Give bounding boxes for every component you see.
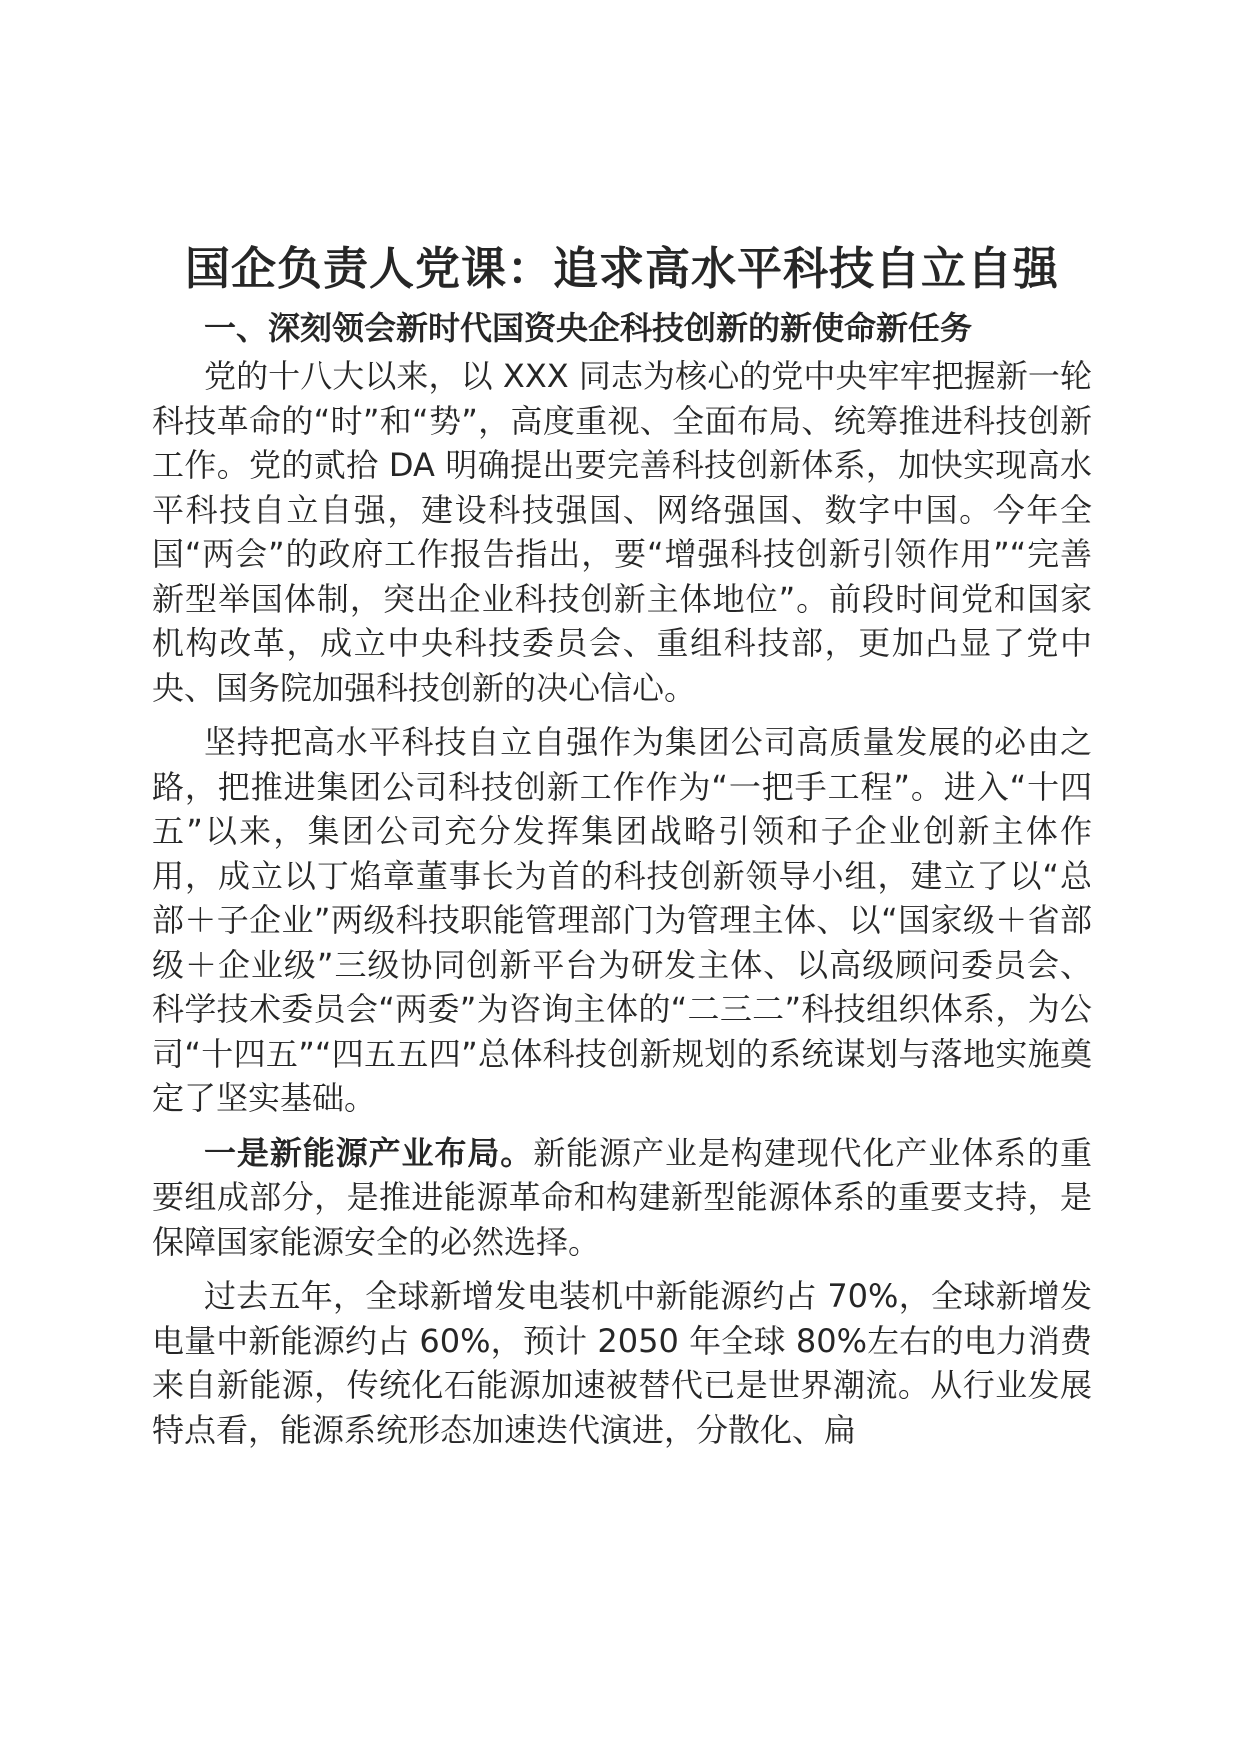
document-page bbox=[152, 240, 1092, 1462]
paragraph-text: 过去五年，全球新增发电装机中新能源约占 70%，全球新增发电量中新能源约占 60%，预计 2050 年全球 80%左右的电力消费来自新能源，传统化石能源加速被替代已是世界潮流。从行业发展特点看，能源系统形态加速迭代演进，分散化、扁 bbox=[152, 1277, 1092, 1449]
document-title: 国企负责人党课：追求高水平科技自立自强 bbox=[184, 242, 1059, 295]
section-heading: 一、深刻领会新时代国资央企科技创新的新使命新任务 bbox=[204, 309, 973, 347]
paragraph-1 bbox=[152, 354, 1092, 710]
paragraph-text: 坚持把高水平科技自立自强作为集团公司高质量发展的必由之路，把推进集团公司科技创新工作作为“一把手工程”。进入“十四五”以来，集团公司充分发挥集团战略引领和子企业创新主体作用，成立以丁焰章董事长为首的科技创新领导小组，建立了以“总部＋子企业”两级科技职能管理部门为管理主体、以“国家级＋省部级＋企业级”三级协同创新平台为研发主体、以高级顾问委员会、科学技术委员会“两委”为咨询主体的“二三二”科技组织体系，为公司“十四五”“四五五四”总体科技创新规划的系统谋划与落地实施奠定了坚实基础。 bbox=[152, 723, 1092, 1117]
paragraph-text: 党的十八大以来，以 XXX 同志为核心的党中央牢牢把握新一轮科技革命的“时”和“势”，高度重视、全面布局、统筹推进科技创新工作。党的贰拾 DA 明确提出要完善科技创新体系，加快实现高水平科技自立自强，建设科技强国、网络强国、数字中国。今年全国“两会”的政府工作报告指出，要“增强科技创新引领作用”“完善新型举国体制，突出企业科技创新主体地位”。前段时间党和国家机构改革，成立中央科技委员会、重组科技部，更加凸显了党中央、国务院加强科技创新的决心信心。 bbox=[152, 357, 1092, 707]
paragraph-2 bbox=[152, 720, 1092, 1121]
paragraph-text: 新能源产业是构建现代化产业体系的重要组成部分，是推进能源革命和构建新型能源体系的重要支持，是保障国家能源安全的必然选择。 bbox=[152, 1133, 1092, 1261]
paragraph-4 bbox=[152, 1274, 1092, 1452]
paragraph-lead: 一是新能源产业布局。 bbox=[204, 1133, 534, 1172]
paragraph-3 bbox=[152, 1131, 1092, 1265]
